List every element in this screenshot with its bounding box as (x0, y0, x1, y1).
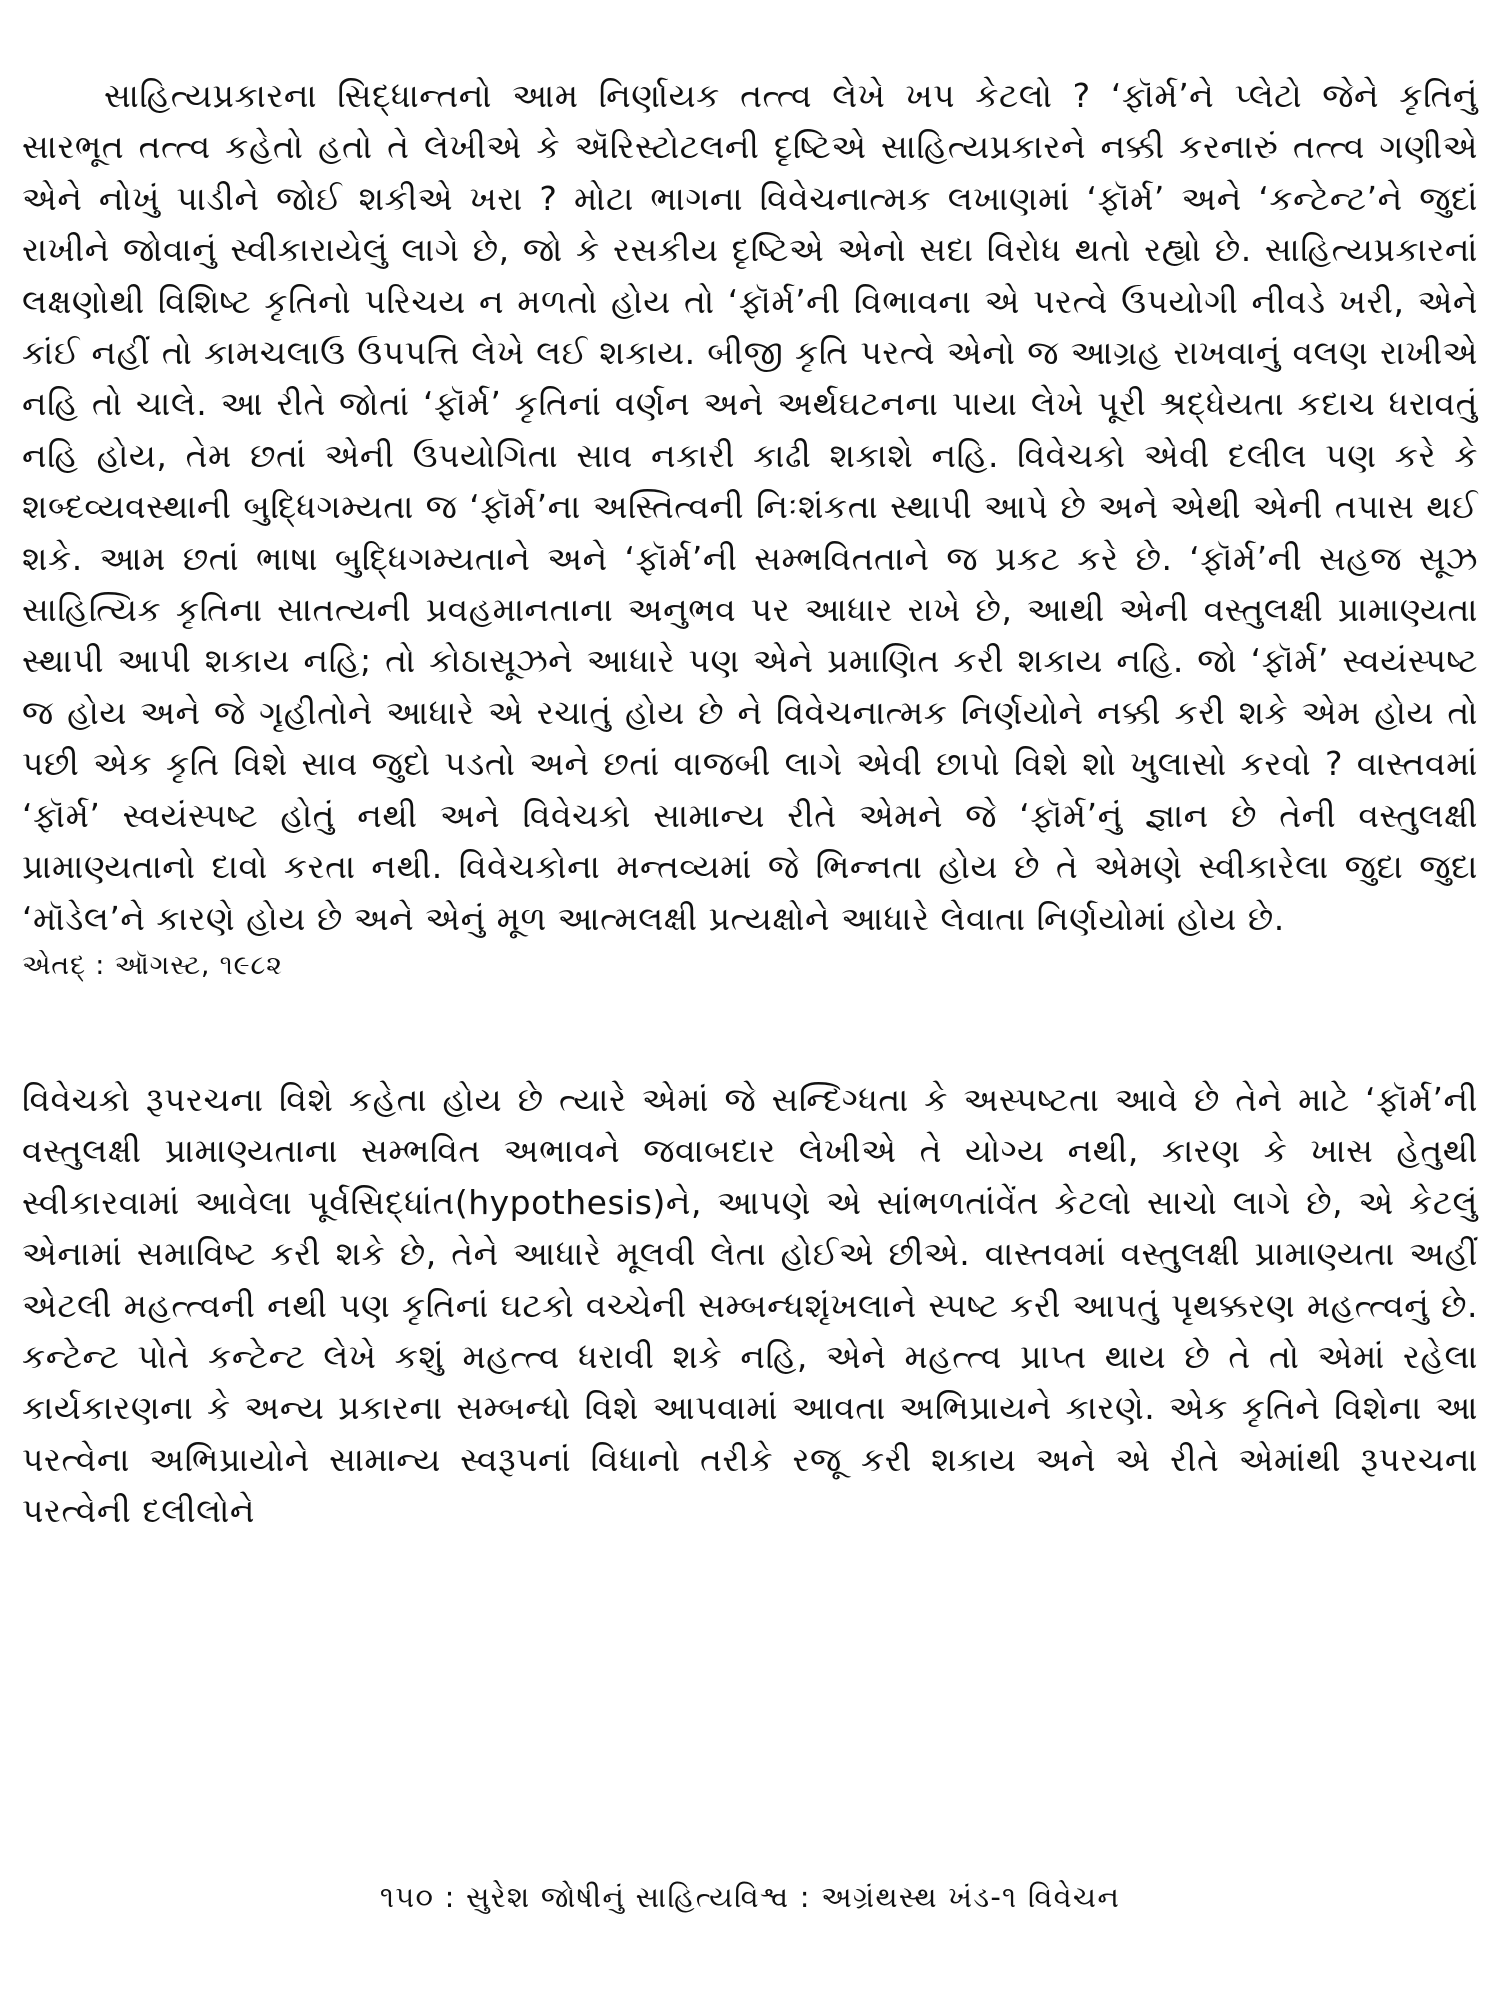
paragraph-gap (22, 986, 1478, 1074)
paragraph-2: વિવેચકો રૂપરચના વિશે કહેતા હોય છે ત્યારે એમાં જે સન્દિગ્ધતા કે અસ્પષ્ટતા આવે છે તેને માટે ‘ફૉર્મ’ની વસ્તુલક્ષી પ્રામાણ્યતાના સમ્ભવિત અભાવને જવાબદાર લેખીએ તે યોગ્ય નથી, કારણ કે ખાસ હેતુથી સ્વીકારવામાં આવેલા પૂર્વસિદ્ધાંત(hypothesis)ને, આપણે એ સાંભળતાંવેંત કેટલો સાચો લાગે છે, એ કેટલું એનામાં સમાવિષ્ટ કરી શકે છે, તેને આધારે મૂલવી લેતા હોઈએ છીએ. વાસ્તવમાં વસ્તુલક્ષી પ્રામાણ્યતા અહીં એટલી મહત્ત્વની નથી પણ કૃતિનાં ઘટકો વચ્ચેની સમ્બન્ધશૃંખલાને સ્પષ્ટ કરી આપતું પૃથક્કરણ મહત્ત્વનું છે. કન્ટેન્ટ પોતે કન્ટેન્ટ લેખે કશું મહત્ત્વ ધરાવી શકે નહિ, એને મહત્ત્વ પ્રાપ્ત થાય છે તે તો એમાં રહેલા કાર્યકારણના કે અન્ય પ્રકારના સમ્બન્ધો વિશે આપવામાં આવતા અભિપ્રાયને કારણે. એક કૃતિને વિશેના આ પરત્વેના અભિપ્રાયોને સામાન્ય સ્વરૂપનાં વિધાનો તરીકે રજૂ કરી શકાય અને એ રીતે એમાંથી રૂપરચના પરત્વેની દલીલોને (22, 1079, 1478, 1531)
paragraph-1: સાહિત્યપ્રકારના સિદ્ધાન્તનો આમ નિર્ણાયક તત્ત્વ લેખે ખપ કેટલો ? ‘ફૉર્મ’ને પ્લેટો જેને કૃતિનું સારભૂત તત્ત્વ કહેતો હતો તે લેખીએ કે ઍરિસ્ટોટલની દૃષ્ટિએ સાહિત્યપ્રકારને નક્કી કરનારું તત્ત્વ ગણીએ એને નોખું પાડીને જોઈ શકીએ ખરા ? મોટા ભાગના વિવેચનાત્મક લખાણમાં ‘ફૉર્મ’ અને ‘કન્ટેન્ટ’ને જુદાં રાખીને જોવાનું સ્વીકારાયેલું લાગે છે, જો કે રસકીય દૃષ્ટિએ એનો સદા વિરોધ થતો રહ્યો છે. સાહિત્યપ્રકારનાં લક્ષણોથી વિશિષ્ટ કૃતિનો પરિચય ન મળતો હોય તો ‘ફૉર્મ’ની વિભાવના એ પરત્વે ઉપયોગી નીવડે ખરી, એને કાંઈ નહીં તો કામચલાઉ ઉપપત્તિ લેખે લઈ શકાય. બીજી કૃતિ પરત્વે એનો જ આગ્રહ રાખવાનું વલણ રાખીએ નહિ તો ચાલે. આ રીતે જોતાં ‘ફૉર્મ’ કૃતિનાં વર્ણન અને અર્થઘટનના પાયા લેખે પૂરી શ્રદ્ધેયતા કદાચ ધરાવતું નહિ હોય, તેમ છતાં એની ઉપયોગિતા સાવ નકારી કાઢી શકાશે નહિ. વિવેચકો એવી દલીલ પણ કરે કે શબ્દવ્યવસ્થાની બુદ્ધિગમ્યતા જ ‘ફૉર્મ’ના અસ્તિત્વની નિઃશંકતા સ્થાપી આપે છે અને એથી એની તપાસ થઈ શકે. આમ છતાં ભાષા બુદ્ધિગમ્યતાને અને ‘ફૉર્મ’ની સમ્ભવિતતાને જ પ્રકટ કરે છે. ‘ફૉર્મ’ની સહજ સૂઝ સાહિત્યિક કૃતિના સાતત્યની પ્રવહમાનતાના અનુભવ પર આધાર રાખે છે, આથી એની વસ્તુલક્ષી પ્રામાણ્યતા સ્થાપી આપી શકાય નહિ; તો કોઠાસૂઝને આધારે પણ એને પ્રમાણિત કરી શકાય નહિ. જો ‘ફૉર્મ’ સ્વયંસ્પષ્ટ જ હોય અને જે ગૃહીતોને આધારે એ રચાતું હોય છે ને વિવેચનાત્મક નિર્ણયોને નક્કી કરી શકે એમ હોય તો પછી એક કૃતિ વિશે સાવ જુદો પડતો અને છતાં વાજબી લાગે એવી છાપો વિશે શો ખુલાસો કરવો ? વાસ્તવમાં ‘ફૉર્મ’ સ્વયંસ્પષ્ટ હોતું નથી અને વિવેચકો સામાન્ય રીતે એમને જે ‘ફૉર્મ’નું જ્ઞાન છે તેની વસ્તુલક્ષી પ્રામાણ્યતાનો દાવો કરતા નથી. વિવેચકોના મન્તવ્યમાં જે ભિન્નતા હોય છે તે એમણે સ્વીકારેલા જુદા જુદા ‘મૉડેલ’ને કારણે હોય છે અને એનું મૂળ આત્મલક્ષી પ્રત્યક્ષોને આધારે લેવાતા નિર્ણયોમાં હોય છે. (22, 76, 1478, 938)
page-footer: ૧૫૦ : સુરેશ જોષીનું સાહિત્યવિશ્વ : અગ્રંથસ્થ ખંડ-૧ વિવેચન (379, 1880, 1121, 1914)
page-content (22, 70, 1478, 1970)
source-citation: એતદ્ : ઑગસ્ટ, ૧૯૮૨ (22, 949, 283, 981)
